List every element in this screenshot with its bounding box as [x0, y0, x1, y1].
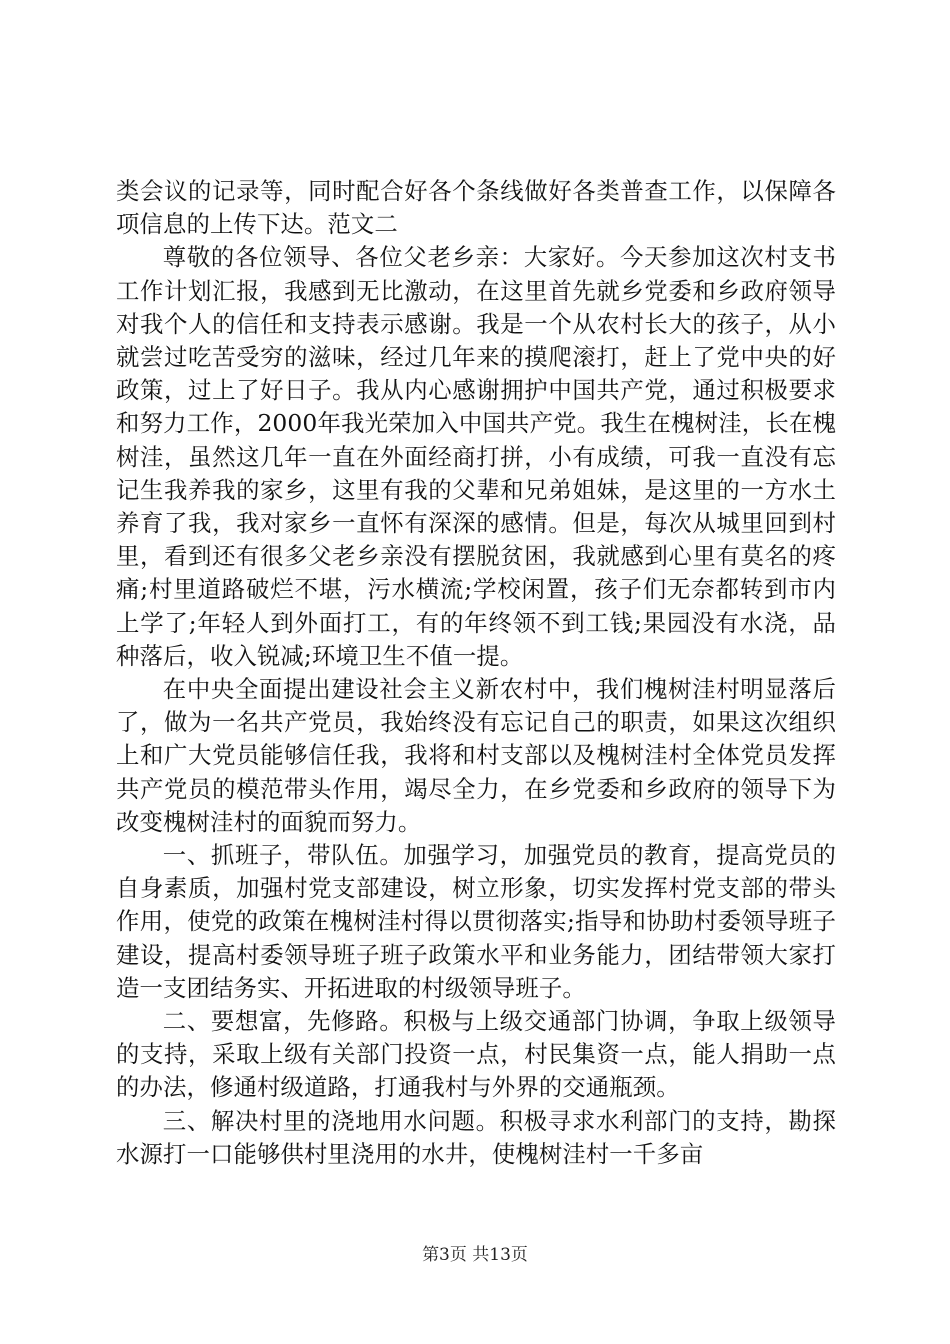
- paragraph: 三、解决村里的浇地用水问题。积极寻求水利部门的支持，勘探水源打一口能够供村里浇用的水井，使槐树洼村一千多亩: [116, 1106, 836, 1168]
- paragraph: 一、抓班子，带队伍。加强学习，加强党员的教育，提高党员的自身素质，加强村党支部建设，树立形象，切实发挥村党支部的带头作用，使党的政策在槐树洼村得以贯彻落实;指导和协助村委领导班子建设，提高村委领导班子班子政策水平和业务能力，团结带领大家打造一支团结务实、开拓进取的村级领导班子。: [116, 841, 836, 1002]
- paragraph: 二、要想富，先修路。积极与上级交通部门协调，争取上级领导的支持，采取上级有关部门投资一点，村民集资一点，能人捐助一点的办法，修通村级道路，打通我村与外界的交通瓶颈。: [116, 1007, 836, 1102]
- paragraph: 类会议的记录等，同时配合好各个条线做好各类普查工作，以保障各项信息的上传下达。范文二: [116, 177, 836, 239]
- paragraph: 尊敬的各位领导、各位父老乡亲：大家好。今天参加这次村支书工作计划汇报，我感到无比激动，在这里首先就乡党委和乡政府领导对我个人的信任和支持表示感谢。我是一个从农村长大的孩子，从小就尝过吃苦受穷的滋味，经过几年来的摸爬滚打，赶上了党中央的好政策，过上了好日子。我从内心感谢拥护中国共产党，通过积极要求和努力工作，2000年我光荣加入中国共产党。我生在槐树洼，长在槐树洼，虽然这几年一直在外面经商打拼，小有成绩，可我一直没有忘记生我养我的家乡，这里有我的父辈和兄弟姐妹，是这里的一方水土养育了我，我对家乡一直怀有深深的感情。但是，每次从城里回到村里，看到还有很多父老乡亲没有摆脱贫困，我就感到心里有莫名的疼痛;村里道路破烂不堪，污水横流;学校闲置，孩子们无奈都转到市内上学了;年轻人到外面打工，有的年终领不到工钱;果园没有水浇，品种落后，收入锐减;环境卫生不值一提。: [116, 243, 836, 670]
- page-number-footer: 第3页 共13页: [422, 1245, 528, 1265]
- document-body: [116, 175, 836, 1171]
- paragraph: 在中央全面提出建设社会主义新农村中，我们槐树洼村明显落后了，做为一名共产党员，我始终没有忘记自己的职责，如果这次组织上和广大党员能够信任我，我将和村支部以及槐树洼村全体党员发挥共产党员的模范带头作用，竭尽全力，在乡党委和乡政府的领导下为改变槐树洼村的面貌而努力。: [116, 675, 836, 836]
